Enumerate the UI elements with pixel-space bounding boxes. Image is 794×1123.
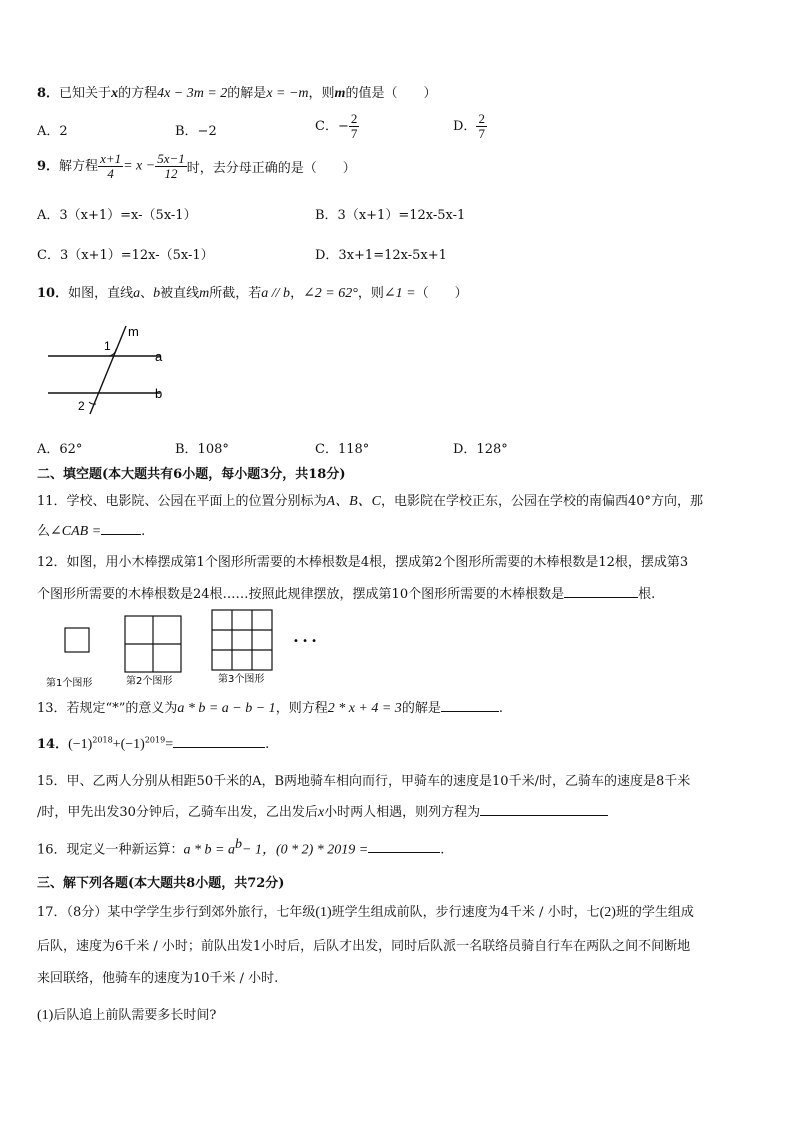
q13-answer-blank[interactable] (441, 699, 499, 712)
q14-term1: (−1) (68, 737, 93, 752)
q8-text: 的方程 (118, 86, 158, 101)
q13-text: 13．若规定“*”的意义为 (37, 701, 178, 716)
section-2-heading: 二、填空题(本大题共有6小题，每小题3分，共18分) (37, 467, 346, 482)
q9-option-a: A．3（x+1）=x-（5x-1） (37, 208, 197, 223)
q14-exponent2: 2019 (144, 735, 166, 745)
q9-option-c: C．3（x+1）=12x-（5x-1） (37, 248, 214, 263)
q11-angle: ∠CAB = (50, 524, 102, 539)
q8-option-a: A．2 (37, 124, 68, 139)
q14-plus: + (112, 737, 121, 752)
section-3-heading: 三、解下列各题(本大题共8小题，共72分) (37, 876, 285, 891)
q11-points: A、B、C (326, 494, 381, 509)
fraction-numerator: 5x−1 (157, 151, 185, 166)
q11-text: 么 (37, 524, 51, 539)
q9-equals: = x − (123, 158, 156, 174)
q10-var-b: b (153, 286, 161, 301)
figure-2-grid (125, 616, 181, 672)
q14-answer-blank[interactable] (173, 735, 265, 748)
q13-text: . (498, 701, 503, 716)
q12-line1: 12．如图，用小木棒摆成第1个图形所需要的木棒根数是4根，摆成第2个图形所需要的木棒根数是12根，摆成第3 (37, 555, 689, 570)
q10-text: 被直线 (160, 286, 200, 301)
q10-stem (37, 282, 468, 302)
q16-exponent: b (235, 837, 242, 852)
q13-text: 的解是 (401, 701, 441, 716)
q13-text: ，则方程 (275, 701, 328, 716)
q15-text: /时，甲先出发30分钟后，乙骑车出发，乙出发后 (37, 805, 318, 820)
q8-text: 的解是 (227, 86, 267, 101)
q16-definition: a * b = a (183, 842, 235, 858)
fraction-denominator: 12 (164, 166, 178, 181)
fraction-numerator: 2 (350, 111, 358, 126)
figure-3-caption: 第3个图形 (218, 674, 265, 685)
q8-option-d-label: D． (453, 119, 477, 134)
q17-text: 17．（8分）某中学学生步行到郊外旅行，七年级 (37, 905, 316, 920)
q14-equals: = (165, 737, 174, 752)
q9-text: 解方程 (59, 159, 99, 174)
q17-line2: 后队，速度为6千米 / 小时；前队出发1小时后，后队才出发，同时后队派一名联络员骑自行车在两队之间不间断地 (37, 939, 691, 954)
q8-solution: x = −m (266, 86, 309, 101)
q9-number: 9． (37, 159, 60, 174)
figure-2-caption: 第2个图形 (126, 676, 173, 687)
q8-option-d (453, 112, 487, 141)
q16-text: . (440, 842, 445, 858)
label-1: 1 (104, 339, 111, 353)
label-a: a (155, 349, 163, 364)
q13-definition: a * b = a − b − 1 (177, 701, 276, 716)
q8-option-c-fraction (349, 112, 360, 141)
q14-number: 14． (37, 737, 69, 752)
q15-line2 (37, 801, 608, 821)
q9-option-d: D．3x+1=12x-5x+1 (315, 248, 447, 263)
q8-text: ，则 (308, 86, 335, 101)
label-2: 2 (78, 399, 85, 413)
q10-text: ， (290, 286, 304, 301)
q10-parallel: a // b (261, 286, 291, 301)
q12-line2 (37, 583, 655, 602)
fraction-numerator: x+1 (100, 151, 122, 166)
q17-text: 班学生组成前队，步行速度为4千米 / 小时，七 (331, 905, 600, 920)
q10-option-b: B．108° (175, 442, 229, 457)
q14-line (37, 733, 269, 753)
fraction-denominator: 7 (478, 126, 485, 141)
q13-equation: 2 * x + 4 = 3 (327, 701, 402, 716)
q9-fraction-left (98, 152, 123, 181)
q10-text: ，则 (357, 286, 384, 301)
q8-text: 的值是（ ） (345, 86, 437, 101)
label-b: b (155, 386, 163, 401)
q10-text: （ ） (415, 286, 468, 301)
q16-definition: − 1， (242, 842, 276, 858)
q10-option-a: A．62° (37, 442, 83, 457)
q8-option-d-fraction (476, 112, 487, 141)
q15-text: 小时两人相遇，则列方程为 (324, 805, 481, 820)
fraction-denominator: 4 (107, 166, 114, 181)
q10-text: 、 (140, 286, 154, 301)
q9-text: 时，去分母正确的是（ ） (186, 161, 356, 176)
q10-option-c: C．118° (315, 442, 370, 457)
q8-var-m: m (334, 86, 346, 101)
q8-stem (37, 82, 436, 102)
figure-1-caption: 第1个图形 (46, 678, 93, 689)
q8-var-x: x (111, 86, 119, 101)
q11-text: . (141, 524, 146, 539)
q8-option-c (315, 112, 359, 141)
q10-text: 所截，若 (209, 286, 262, 301)
q17-class1: (1) (315, 905, 332, 920)
q17-sub1-tag: (1) (37, 1008, 54, 1023)
q17-class2: (2) (599, 905, 616, 920)
q11-line1 (37, 490, 703, 510)
q12-answer-blank[interactable] (564, 585, 638, 598)
q13-line (37, 697, 503, 717)
q8-number: 8． (37, 86, 60, 101)
q9-fraction-right (155, 152, 187, 181)
ellipsis: • • • (293, 636, 318, 647)
q11-text: 11．学校、电影院、公园在平面上的位置分别标为 (37, 494, 327, 509)
q16-answer-blank[interactable] (368, 840, 440, 853)
q10-var-m: m (199, 286, 210, 301)
q15-var-x: x (317, 805, 325, 820)
q14-text: . (265, 737, 270, 752)
q8-equation: 4x − 3m = 2 (157, 86, 228, 101)
q11-answer-blank[interactable] (101, 522, 141, 535)
q10-figure (38, 322, 178, 418)
q10-text: 如图，直线 (68, 286, 134, 301)
q16-line (37, 837, 444, 858)
q14-term2: (−1) (120, 737, 145, 752)
q10-var-a: a (133, 286, 141, 301)
q15-answer-blank[interactable] (480, 803, 608, 816)
q10-angle1: ∠1 = (383, 286, 416, 301)
q9-option-b: B．3（x+1）=12x-5x-1 (315, 208, 466, 223)
q8-option-c-label: C．− (315, 119, 349, 134)
fraction-numerator: 2 (478, 111, 485, 126)
q8-option-b: B．−2 (175, 124, 217, 139)
q14-exponent1: 2018 (92, 735, 113, 745)
q11-text: ，电影院在学校正东，公园在学校的南偏西40°方向，那 (381, 494, 704, 509)
q8-text: 已知关于 (59, 86, 112, 101)
fraction-denominator: 7 (350, 126, 358, 141)
q11-line2 (37, 520, 145, 540)
q12-figure (40, 608, 340, 698)
figure-1-square (65, 628, 89, 652)
q17-line1 (37, 901, 694, 921)
q15-line1: 15．甲、乙两人分别从相距50千米的A，B两地骑车相向而行，甲骑车的速度是10千米/时，乙骑车的速度是8千米 (37, 774, 691, 789)
q12-text: 根. (638, 587, 656, 602)
q10-angle2: ∠2 = 62° (303, 286, 358, 301)
q16-text: 16．现定义一种新运算： (37, 842, 184, 858)
q10-number: 10． (37, 286, 69, 301)
q12-text: 个图形所需要的木棒根数是24根……按照此规律摆放，摆成第10个图形所需要的木棒根数是 (37, 587, 565, 602)
q10-option-d: D．128° (453, 442, 508, 457)
q17-text: 班的学生组成 (615, 905, 694, 920)
q16-expression: (0 * 2) * 2019 = (275, 842, 369, 858)
q9-stem (37, 152, 356, 181)
q17-subquestion-1 (37, 1004, 216, 1024)
label-m: m (128, 324, 139, 339)
q17-sub1-text: 后队追上前队需要多长时间? (53, 1008, 217, 1023)
q17-line3: 来回联络，他骑车的速度为10千米 / 小时. (37, 971, 279, 986)
figure-3-grid (212, 610, 272, 670)
